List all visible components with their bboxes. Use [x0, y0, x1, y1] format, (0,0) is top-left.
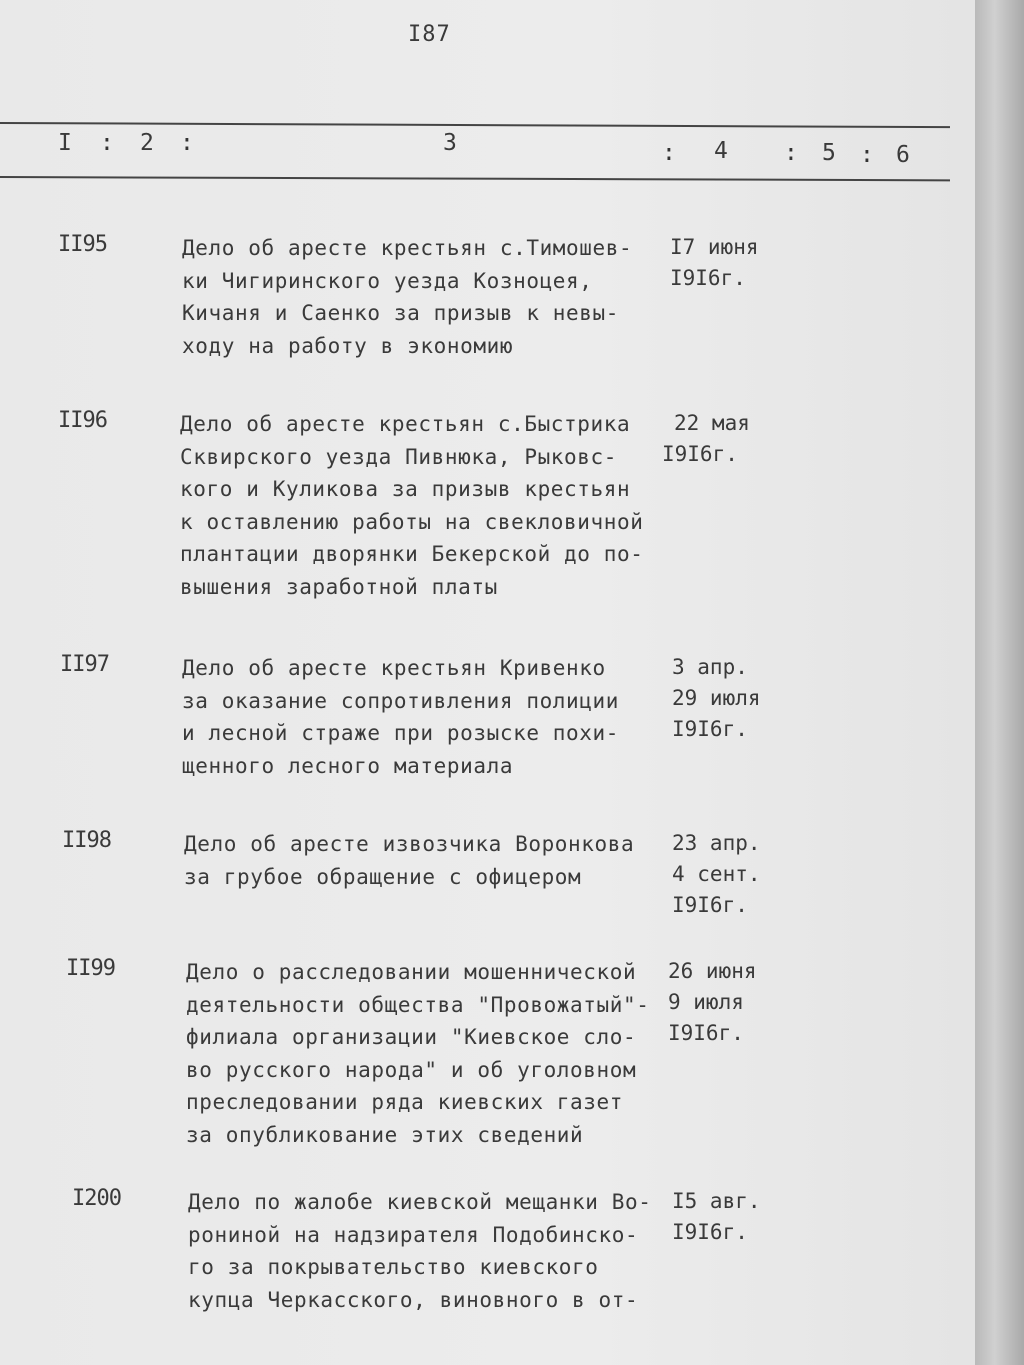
date-line: I9I6г.	[668, 1021, 744, 1045]
text-line: Дело по жалобе киевской мещанки Во-	[188, 1190, 652, 1214]
text-line: купца Черкасского, виновного в от-	[188, 1287, 639, 1312]
column-header-1: I	[58, 130, 72, 156]
case-description	[186, 956, 650, 1151]
case-number: II99	[66, 956, 115, 981]
case-dates	[668, 956, 757, 1049]
case-dates	[670, 232, 759, 294]
date-line: I9I6г.	[672, 1220, 748, 1244]
date-line: I7 июня	[670, 235, 759, 259]
case-dates	[672, 1186, 761, 1248]
case-dates	[662, 408, 750, 470]
case-description	[180, 408, 644, 603]
case-number: I200	[72, 1186, 121, 1211]
text-line: го за покрывательство киевского	[188, 1255, 599, 1279]
text-line: плантации дворянки Бекерской до по-	[180, 542, 644, 566]
case-number: II96	[58, 408, 107, 433]
text-line: Сквирского уезда Пивнюка, Рыковс-	[180, 444, 618, 469]
column-header-2: 2	[140, 130, 154, 156]
text-line: за грубое обращение с офицером	[184, 864, 582, 889]
text-line: Дело об аресте извозчика Воронкова	[184, 832, 635, 856]
date-line: I5 авг.	[672, 1189, 761, 1213]
page-edge-background	[975, 0, 1024, 1365]
case-number: II95	[58, 232, 107, 257]
column-header-row	[0, 130, 975, 170]
date-line: 3 апр.	[672, 655, 748, 679]
case-description	[188, 1186, 652, 1316]
date-line: 29 июля	[672, 686, 761, 710]
text-line: щенного лесного материала	[182, 753, 514, 778]
text-line: Дело о расследовании мошеннической	[186, 960, 637, 984]
text-line: к оставлению работы на свекловичной	[180, 509, 644, 534]
header-rule-bottom	[0, 176, 950, 181]
column-separator: :	[100, 130, 114, 156]
date-line: 26 июня	[668, 959, 757, 983]
date-line: 4 сент.	[672, 862, 761, 886]
text-line: преследовании ряда киевских газет	[186, 1090, 624, 1114]
case-dates	[672, 828, 761, 921]
text-line: ки Чигиринского уезда Козноцея,	[182, 268, 593, 293]
text-line: ходу на работу в экономию	[182, 333, 514, 358]
page-number: I87	[408, 22, 451, 47]
text-line: кого и Куликова за призыв крестьян	[180, 477, 631, 501]
case-description	[184, 828, 634, 893]
text-line: филиала организации "Киевское сло-	[186, 1025, 637, 1049]
text-line: за опубликование этих сведений	[186, 1122, 584, 1147]
date-line: 23 апр.	[672, 831, 761, 855]
case-description	[182, 232, 632, 362]
column-separator: :	[860, 142, 874, 168]
date-line: I9I6г.	[672, 717, 748, 741]
text-line: Дело об аресте крестьян с.Тимошев-	[182, 236, 633, 260]
date-line: I9I6г.	[672, 893, 748, 917]
text-line: вышения заработной платы	[180, 574, 498, 599]
column-header-6: 6	[896, 142, 910, 168]
date-line: 9 июля	[668, 990, 744, 1014]
column-header-5: 5	[822, 140, 836, 166]
text-line: рониной на надзирателя Подобинско-	[188, 1222, 639, 1247]
text-line: и лесной страже при розыске похи-	[182, 721, 620, 745]
column-separator: :	[784, 140, 798, 166]
date-line: I9I6г.	[662, 442, 738, 466]
text-line: во русского народа" и об уголовном	[186, 1057, 637, 1082]
date-line: I9I6г.	[670, 266, 746, 290]
column-separator: :	[180, 130, 194, 156]
column-header-3: 3	[443, 130, 457, 156]
text-line: за оказание сопротивления полиции	[182, 688, 620, 713]
text-line: Дело об аресте крестьян Кривенко	[182, 656, 606, 680]
column-separator: :	[662, 140, 676, 166]
text-line: Дело об аресте крестьян с.Быстрика	[180, 412, 631, 436]
case-dates	[672, 652, 761, 745]
case-number: II98	[62, 828, 111, 853]
date-line: 22 мая	[674, 411, 750, 435]
case-description	[182, 652, 619, 782]
text-line: Кичаня и Саенко за призыв к невы-	[182, 301, 620, 325]
case-number: II97	[60, 652, 109, 677]
column-header-4: 4	[714, 138, 728, 164]
header-rule-top	[0, 122, 950, 128]
text-line: деятельности общества "Провожатый"-	[186, 992, 650, 1017]
